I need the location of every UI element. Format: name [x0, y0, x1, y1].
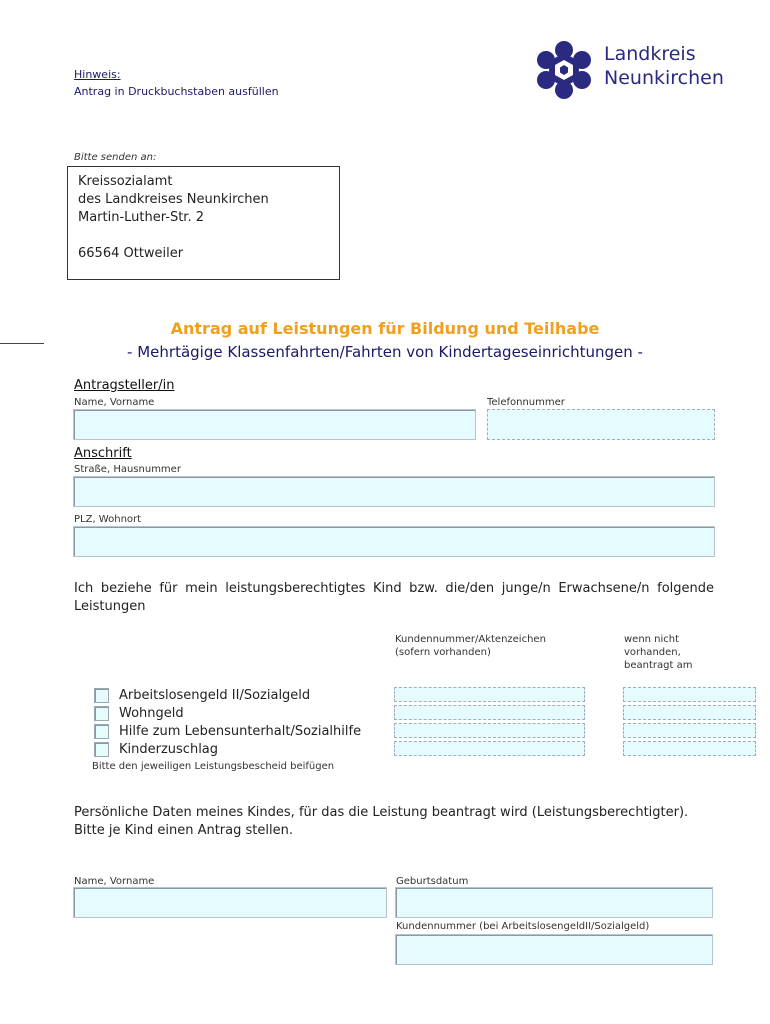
applicant-heading: Antragsteller/in	[74, 378, 175, 393]
address-line	[78, 227, 329, 245]
benefit-label-alg2: Arbeitslosengeld II/Sozialgeld	[119, 688, 311, 703]
child-name-input[interactable]	[73, 887, 387, 918]
logo-text	[604, 42, 724, 90]
benefit-checkbox-kinderzuschlag[interactable]	[94, 742, 109, 757]
child-name-label: Name, Vorname	[74, 876, 155, 887]
benefit-label-kinderzuschlag: Kinderzuschlag	[119, 742, 219, 757]
address-line: des Landkreises Neunkirchen	[78, 192, 269, 207]
form-title: Antrag auf Leistungen für Bildung und Teilhabe	[170, 319, 600, 338]
benefit-label-wohngeld: Wohngeld	[119, 706, 184, 721]
form-subtitle: - Mehrtägige Klassenfahrten/Fahrten von Kindertageseinrichtungen -	[127, 343, 643, 361]
phone-label: Telefonnummer	[487, 397, 565, 408]
column-header-line: vorhanden,	[624, 647, 681, 658]
requested-on-column-header	[624, 633, 692, 672]
logo-line1: Landkreis	[604, 43, 696, 65]
city-input[interactable]	[73, 526, 715, 557]
street-label: Straße, Hausnummer	[74, 464, 181, 475]
customer-number-input-sozialhilfe[interactable]	[394, 723, 585, 738]
child-intro: Persönliche Daten meines Kindes, für das die Leistung beantragt wird (Leistungsberechtigter).	[74, 805, 689, 820]
benefits-note: Bitte den jeweiligen Leistungsbescheid beifügen	[92, 761, 335, 772]
column-header-line: (sofern vorhanden)	[395, 647, 491, 658]
child-customer-number-input[interactable]	[395, 934, 713, 965]
requested-on-input-alg2[interactable]	[623, 687, 756, 702]
city-label: PLZ, Wohnort	[74, 514, 142, 525]
child-birth-date-input[interactable]	[395, 887, 713, 918]
column-header-line: Kundennummer/Aktenzeichen	[395, 634, 546, 645]
child-customer-number-label: Kundennummer (bei ArbeitslosengeldII/Sozialgeld)	[396, 921, 650, 932]
address-line: Kreissozialamt	[78, 174, 173, 189]
benefit-label-sozialhilfe: Hilfe zum Lebensunterhalt/Sozialhilfe	[119, 724, 362, 739]
recipient-address-box	[67, 166, 340, 280]
requested-on-input-wohngeld[interactable]	[623, 705, 756, 720]
customer-number-input-kinderzuschlag[interactable]	[394, 741, 585, 756]
street-input[interactable]	[73, 476, 715, 507]
address-line: Martin-Luther-Str. 2	[78, 210, 204, 225]
child-intro-note: Bitte je Kind einen Antrag stellen.	[74, 823, 293, 838]
customer-number-input-alg2[interactable]	[394, 687, 585, 702]
benefit-checkbox-alg2[interactable]	[94, 688, 109, 703]
customer-number-input-wohngeld[interactable]	[394, 705, 585, 720]
logo-line2: Neunkirchen	[604, 67, 724, 89]
benefits-intro: Ich beziehe für mein leistungsberechtigtes Kind bzw. die/den junge/n Erwachsene/n folgende Leistungen	[74, 581, 714, 614]
benefit-checkbox-sozialhilfe[interactable]	[94, 724, 109, 739]
benefit-checkbox-wohngeld[interactable]	[94, 706, 109, 721]
child-birth-label: Geburtsdatum	[396, 876, 469, 887]
hint-text: Antrag in Druckbuchstaben ausfüllen	[74, 85, 279, 98]
address-line: 66564 Ottweiler	[78, 246, 184, 261]
column-header-line: wenn nicht	[624, 634, 680, 645]
requested-on-input-kinderzuschlag[interactable]	[623, 741, 756, 756]
name-label: Name, Vorname	[74, 397, 155, 408]
hexagon-flower-logo-icon	[532, 40, 596, 100]
customer-number-column-header	[395, 633, 546, 659]
address-heading: Anschrift	[74, 446, 132, 461]
hint-title: Hinweis:	[74, 68, 121, 81]
column-header-line: beantragt am	[624, 660, 693, 671]
applicant-name-input[interactable]	[73, 409, 476, 440]
send-label: Bitte senden an:	[74, 152, 157, 163]
requested-on-input-sozialhilfe[interactable]	[623, 723, 756, 738]
applicant-phone-input[interactable]	[487, 409, 715, 440]
